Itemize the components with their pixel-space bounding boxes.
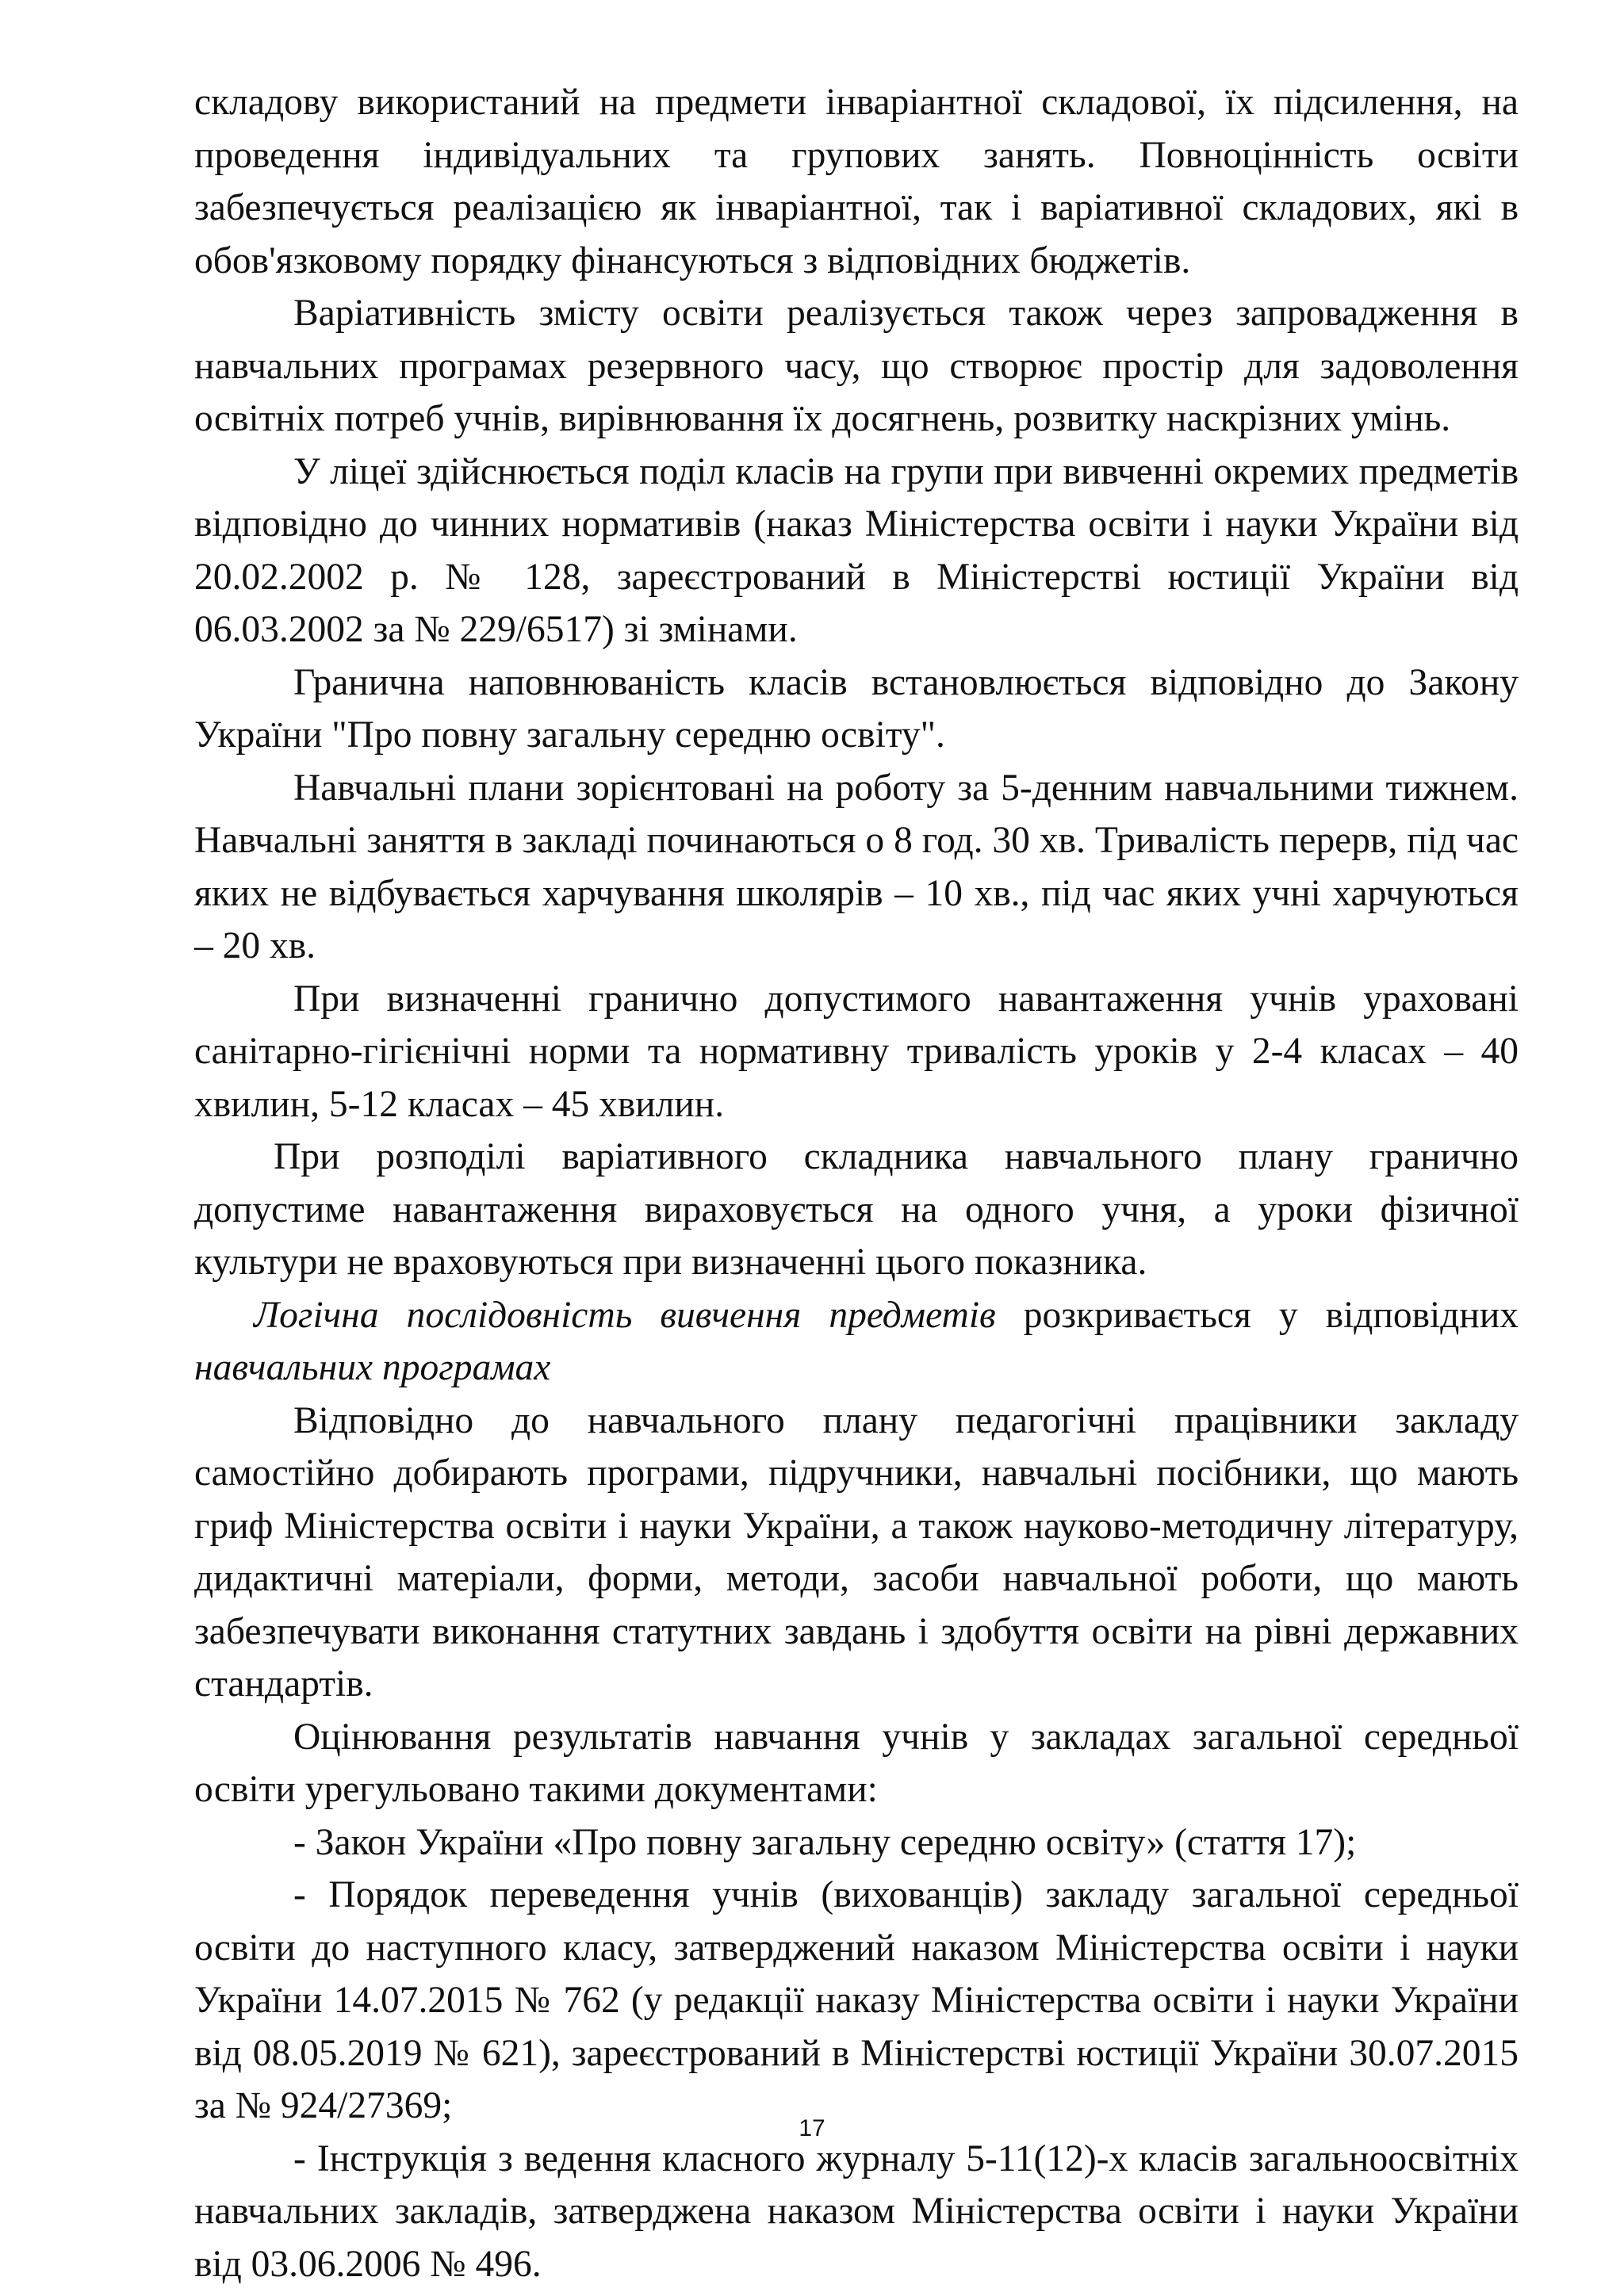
- paragraph: У ліцеї здійснюється поділ класів на групи при вивченні окремих предметів відповідно до чинних нормативів (наказ Міністерства освіти і науки України від 20.02.2002 р. № 128, зареєстрований в Міністерстві юстиції України від 06.03.2002 за № 229/6517) зі змінами.: [194, 450, 1519, 650]
- page-number: 17: [799, 2115, 825, 2141]
- paragraph: Варіативність змісту освіти реалізується також через запровадження в навчальних програмах резервного часу, що створює простір для задоволення освітніх потреб учнів, вирівнювання їх досягнень, розвитку наскрізних умінь.: [194, 293, 1519, 439]
- paragraph: складову використаний на предмети інваріантної складової, їх підсилення, на проведення індивідуальних та групових занять. Повноцінність освіти забезпечується реалізацією як інваріантної, так і варіативної складових, які в обов'язковому порядку фінансуються з відповідних бюджетів.: [194, 82, 1519, 281]
- italic-phrase: Логічна послідовність вивчення предметів: [254, 1294, 996, 1336]
- paragraph: Оцінювання результатів навчання учнів у закладах загальної середньої освіти урегульовано такими документами:: [194, 1716, 1519, 1810]
- italic-phrase: навчальних програмах: [194, 1347, 551, 1388]
- paragraph: При розподілі варіативного складника навчального плану гранично допустиме навантаження вираховується на одного учня, а уроки фізичної культури не враховуються при визначенні цього показника.: [194, 1136, 1519, 1283]
- paragraph-logical-sequence: [194, 1289, 1519, 1395]
- document-body: [194, 76, 1519, 2290]
- paragraph: Відповідно до навчального плану педагогічні працівники закладу самостійно добирають програми, підручники, навчальні посібники, що мають гриф Міністерства освіти і науки України, а також науково-методичну літературу, дидактичні матеріали, форми, методи, засоби навчальної роботи, що мають забезпечувати виконання статутних завдань і здобуття освіти на рівні державних стандартів.: [194, 1399, 1519, 1705]
- paragraph: Навчальні плани зорієнтовані на роботу за 5-денним навчальними тижнем. Навчальні заняття в закладі починаються о 8 год. 30 хв. Тривалість перерв, під час яких не відбувається харчування школярів – 10 хв., під час яких учні харчуються – 20 хв.: [194, 767, 1519, 966]
- regular-phrase: розкривається у відповідних: [995, 1294, 1519, 1336]
- list-item: - Інструкція з ведення класного журналу 5-11(12)-х класів загальноосвітніх навчальних закладів, затверджена наказом Міністерства освіти і науки України від 03.06.2006 № 496.: [194, 2137, 1519, 2285]
- list-item: - Порядок переведення учнів (вихованців) закладу загальної середньої освіти до наступного класу, затверджений наказом Міністерства освіти і науки України 14.07.2015 № 762 (у редакції наказу Міністерства освіти і науки України від 08.05.2019 № 621), зареєстрований в Міністерстві юстиції України 30.07.2015 за № 924/27369;: [194, 1874, 1519, 2126]
- list-item: - Закон України «Про повну загальну середню освіту» (стаття 17);: [293, 1821, 1357, 1863]
- paragraph: Гранична наповнюваність класів встановлюється відповідно до Закону України "Про повну загальну середню освіту".: [194, 661, 1519, 756]
- paragraph: При визначенні гранично допустимого навантаження учнів ураховані санітарно-гігієнічні норми та нормативну тривалість уроків у 2-4 класах – 40 хвилин, 5-12 класах – 45 хвилин.: [194, 978, 1519, 1125]
